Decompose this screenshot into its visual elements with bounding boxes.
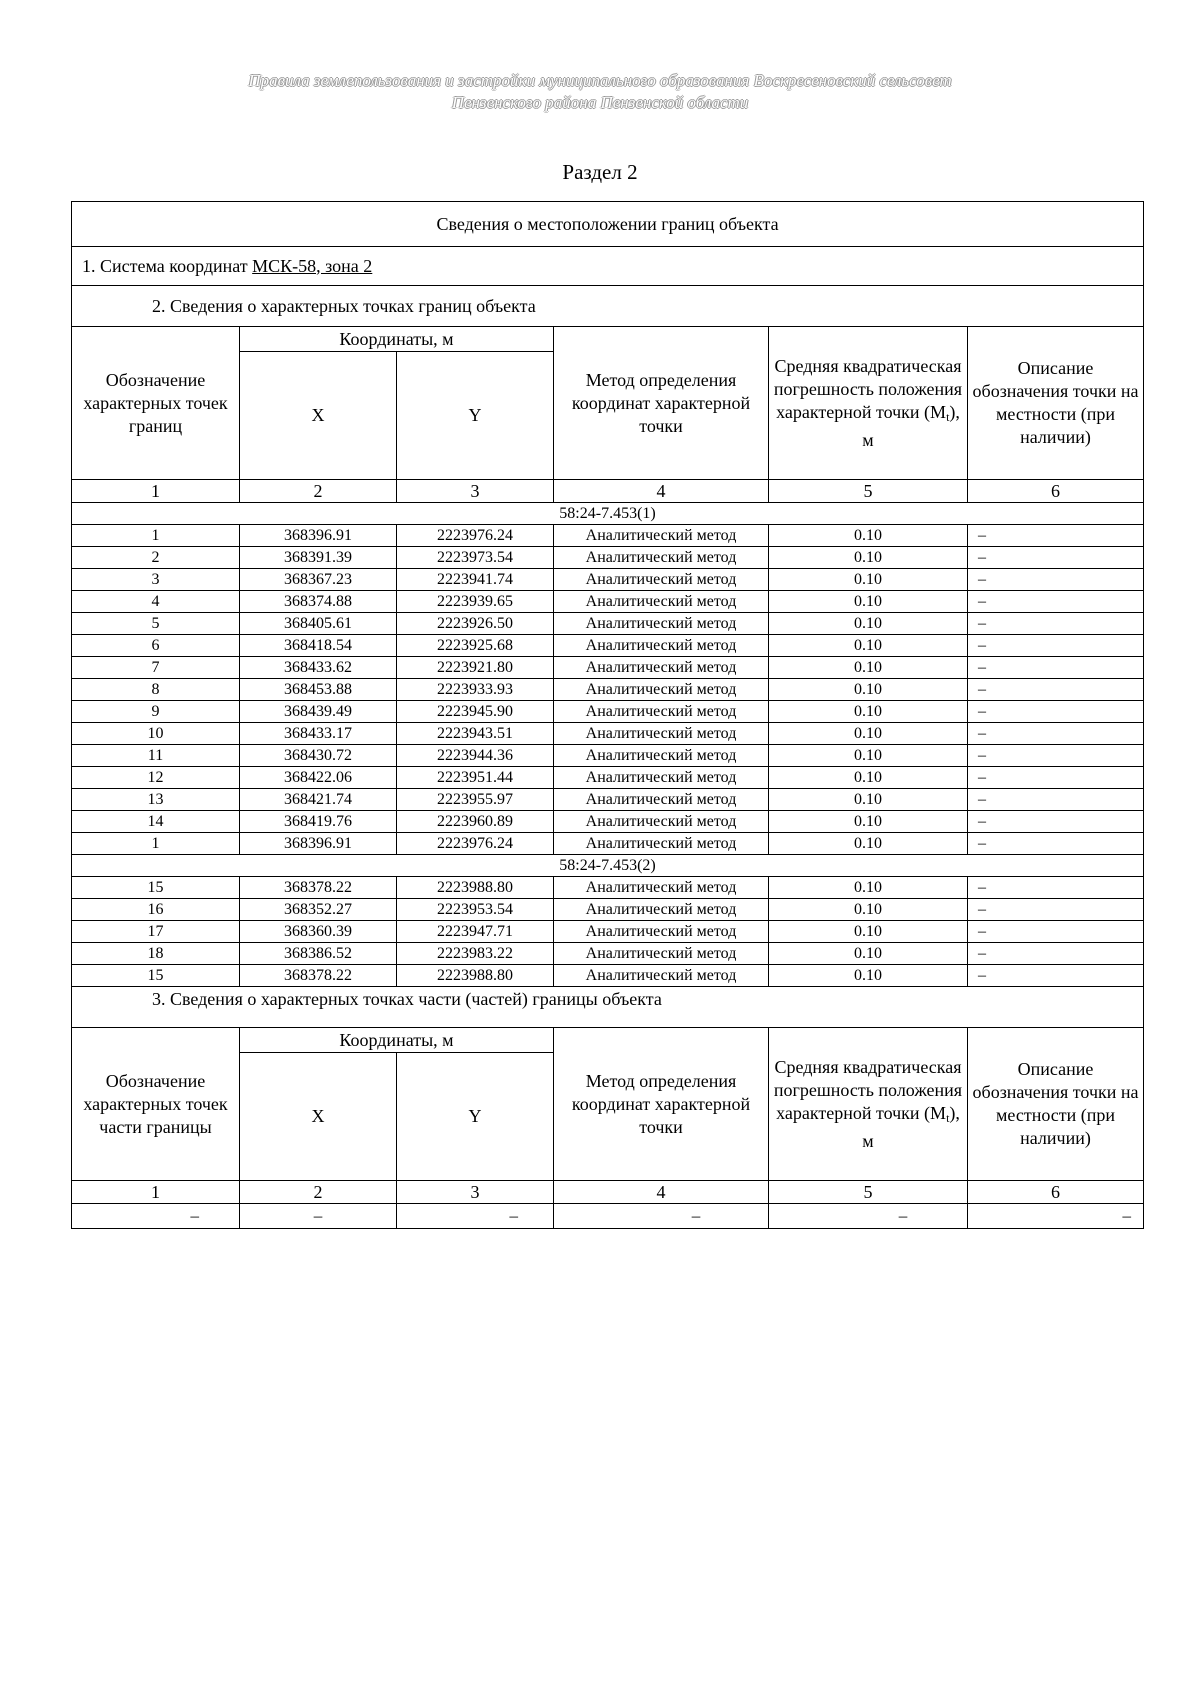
col-number-3: 3 bbox=[397, 480, 554, 503]
header3-description: Описание обозначения точки на местности (при наличии) bbox=[968, 1028, 1144, 1181]
cell-x: 368430.72 bbox=[240, 745, 397, 767]
cell-point: 7 bbox=[72, 657, 240, 679]
group-name: 58:24-7.453(2) bbox=[72, 855, 1144, 877]
boundary-table-body bbox=[72, 202, 1144, 1229]
empty-cell-1: – bbox=[72, 1204, 240, 1229]
cell-method: Аналитический метод bbox=[554, 613, 769, 635]
table-row bbox=[72, 943, 1144, 965]
table-row bbox=[72, 745, 1144, 767]
cell-method: Аналитический метод bbox=[554, 635, 769, 657]
cell-x: 368374.88 bbox=[240, 591, 397, 613]
header-description: Описание обозначения точки на местности (при наличии) bbox=[968, 327, 1144, 480]
cell-point: 2 bbox=[72, 547, 240, 569]
header-error bbox=[769, 327, 968, 480]
cell-point: 12 bbox=[72, 767, 240, 789]
header3-y: Y bbox=[397, 1053, 554, 1181]
page-header bbox=[0, 70, 1200, 114]
cell-description: – bbox=[968, 767, 1144, 789]
col3-number-4: 4 bbox=[554, 1181, 769, 1204]
cell-error: 0.10 bbox=[769, 591, 968, 613]
cell-point: 9 bbox=[72, 701, 240, 723]
cell-description: – bbox=[968, 921, 1144, 943]
cell-point: 14 bbox=[72, 811, 240, 833]
cell-point: 16 bbox=[72, 899, 240, 921]
table-row bbox=[72, 591, 1144, 613]
table-row bbox=[72, 921, 1144, 943]
cell-point: 8 bbox=[72, 679, 240, 701]
cell-x: 368367.23 bbox=[240, 569, 397, 591]
cell-point: 1 bbox=[72, 525, 240, 547]
cell-error: 0.10 bbox=[769, 877, 968, 899]
table-row bbox=[72, 899, 1144, 921]
group-row bbox=[72, 855, 1144, 877]
cell-y: 2223973.54 bbox=[397, 547, 554, 569]
cell-point: 5 bbox=[72, 613, 240, 635]
cell-description: – bbox=[968, 547, 1144, 569]
cell-error: 0.10 bbox=[769, 833, 968, 855]
table-row bbox=[72, 701, 1144, 723]
cell-point: 1 bbox=[72, 833, 240, 855]
cell-y: 2223925.68 bbox=[397, 635, 554, 657]
table-row bbox=[72, 877, 1144, 899]
cell-y: 2223939.65 bbox=[397, 591, 554, 613]
header-designation: Обозначение характерных точек границ bbox=[72, 327, 240, 480]
cell-x: 368396.91 bbox=[240, 525, 397, 547]
cell-error: 0.10 bbox=[769, 767, 968, 789]
cell-method: Аналитический метод bbox=[554, 679, 769, 701]
cell-error: 0.10 bbox=[769, 547, 968, 569]
cell-description: – bbox=[968, 833, 1144, 855]
empty-cell-5: – bbox=[769, 1204, 968, 1229]
cell-x: 368360.39 bbox=[240, 921, 397, 943]
cell-description: – bbox=[968, 745, 1144, 767]
coord-system-value: МСК-58, зона 2 bbox=[252, 255, 373, 276]
cell-description: – bbox=[968, 679, 1144, 701]
cell-error: 0.10 bbox=[769, 679, 968, 701]
cell-x: 368421.74 bbox=[240, 789, 397, 811]
cell-error: 0.10 bbox=[769, 811, 968, 833]
cell-error: 0.10 bbox=[769, 789, 968, 811]
cell-y: 2223921.80 bbox=[397, 657, 554, 679]
cell-x: 368378.22 bbox=[240, 965, 397, 987]
cell-x: 368396.91 bbox=[240, 833, 397, 855]
cell-method: Аналитический метод bbox=[554, 965, 769, 987]
cell-description: – bbox=[968, 613, 1144, 635]
cell-point: 6 bbox=[72, 635, 240, 657]
cell-description: – bbox=[968, 525, 1144, 547]
section-3-title: 3. Сведения о характерных точках части (частей) границы объекта bbox=[72, 987, 1144, 1028]
table-title: Сведения о местоположении границ объекта bbox=[72, 202, 1144, 247]
table-row bbox=[72, 635, 1144, 657]
cell-method: Аналитический метод bbox=[554, 745, 769, 767]
cell-y: 2223933.93 bbox=[397, 679, 554, 701]
cell-point: 10 bbox=[72, 723, 240, 745]
cell-error: 0.10 bbox=[769, 613, 968, 635]
column-numbers bbox=[72, 480, 1144, 503]
cell-y: 2223976.24 bbox=[397, 525, 554, 547]
cell-x: 368386.52 bbox=[240, 943, 397, 965]
cell-description: – bbox=[968, 657, 1144, 679]
cell-point: 3 bbox=[72, 569, 240, 591]
cell-point: 15 bbox=[72, 965, 240, 987]
section-title: Раздел 2 bbox=[562, 160, 638, 184]
cell-error: 0.10 bbox=[769, 745, 968, 767]
col3-number-6: 6 bbox=[968, 1181, 1144, 1204]
cell-description: – bbox=[968, 899, 1144, 921]
table-row bbox=[72, 767, 1144, 789]
cell-point: 11 bbox=[72, 745, 240, 767]
cell-method: Аналитический метод bbox=[554, 569, 769, 591]
cell-description: – bbox=[968, 943, 1144, 965]
empty-row bbox=[72, 1204, 1144, 1229]
cell-error: 0.10 bbox=[769, 701, 968, 723]
group-row bbox=[72, 503, 1144, 525]
cell-point: 13 bbox=[72, 789, 240, 811]
header-line-1: Правила землепользования и застройки муниципального образования Воскресеновский сельсовет bbox=[248, 71, 952, 90]
cell-description: – bbox=[968, 965, 1144, 987]
cell-y: 2223926.50 bbox=[397, 613, 554, 635]
cell-x: 368422.06 bbox=[240, 767, 397, 789]
cell-method: Аналитический метод bbox=[554, 943, 769, 965]
cell-x: 368433.17 bbox=[240, 723, 397, 745]
cell-method: Аналитический метод bbox=[554, 657, 769, 679]
column-numbers-3 bbox=[72, 1181, 1144, 1204]
header3-coords: Координаты, м bbox=[240, 1028, 554, 1053]
cell-x: 368453.88 bbox=[240, 679, 397, 701]
cell-method: Аналитический метод bbox=[554, 767, 769, 789]
cell-y: 2223951.44 bbox=[397, 767, 554, 789]
cell-x: 368439.49 bbox=[240, 701, 397, 723]
table-row bbox=[72, 569, 1144, 591]
cell-error: 0.10 bbox=[769, 943, 968, 965]
cell-y: 2223943.51 bbox=[397, 723, 554, 745]
cell-y: 2223945.90 bbox=[397, 701, 554, 723]
cell-y: 2223988.80 bbox=[397, 965, 554, 987]
cell-y: 2223947.71 bbox=[397, 921, 554, 943]
cell-method: Аналитический метод bbox=[554, 701, 769, 723]
cell-y: 2223983.22 bbox=[397, 943, 554, 965]
cell-y: 2223988.80 bbox=[397, 877, 554, 899]
cell-point: 15 bbox=[72, 877, 240, 899]
col3-number-2: 2 bbox=[240, 1181, 397, 1204]
empty-cell-4: – bbox=[554, 1204, 769, 1229]
cell-x: 368433.62 bbox=[240, 657, 397, 679]
cell-method: Аналитический метод bbox=[554, 877, 769, 899]
section-2-title: 2. Сведения о характерных точках границ объекта bbox=[72, 286, 1144, 327]
header3-x: X bbox=[240, 1053, 397, 1181]
cell-y: 2223941.74 bbox=[397, 569, 554, 591]
cell-method: Аналитический метод bbox=[554, 547, 769, 569]
cell-error: 0.10 bbox=[769, 899, 968, 921]
cell-point: 4 bbox=[72, 591, 240, 613]
header-method: Метод определения координат характерной точки bbox=[554, 327, 769, 480]
cell-description: – bbox=[968, 877, 1144, 899]
cell-error: 0.10 bbox=[769, 657, 968, 679]
cell-description: – bbox=[968, 723, 1144, 745]
header-y: Y bbox=[397, 352, 554, 480]
header3-designation: Обозначение характерных точек части границы bbox=[72, 1028, 240, 1181]
empty-cell-6: – bbox=[968, 1204, 1144, 1229]
cell-y: 2223944.36 bbox=[397, 745, 554, 767]
table-row bbox=[72, 965, 1144, 987]
table-row bbox=[72, 525, 1144, 547]
table-row bbox=[72, 833, 1144, 855]
col3-number-1: 1 bbox=[72, 1181, 240, 1204]
header3-error-text: Средняя квадратическая погрешность положения характерной точки (M bbox=[773, 1056, 963, 1123]
cell-description: – bbox=[968, 789, 1144, 811]
empty-cell-3: – bbox=[397, 1204, 554, 1229]
cell-method: Аналитический метод bbox=[554, 833, 769, 855]
cell-method: Аналитический метод bbox=[554, 525, 769, 547]
cell-y: 2223953.54 bbox=[397, 899, 554, 921]
header-error-tail: ), м bbox=[862, 401, 960, 450]
header-line-2: Пензенского района Пензенской области bbox=[451, 93, 749, 112]
cell-method: Аналитический метод bbox=[554, 591, 769, 613]
cell-error: 0.10 bbox=[769, 525, 968, 547]
boundary-table bbox=[71, 201, 1144, 1229]
empty-cell-2: – bbox=[240, 1204, 397, 1229]
coord-system-label: 1. Система координат bbox=[82, 255, 253, 276]
col-number-2: 2 bbox=[240, 480, 397, 503]
cell-point: 18 bbox=[72, 943, 240, 965]
cell-description: – bbox=[968, 569, 1144, 591]
header-error-sub: t bbox=[946, 409, 950, 424]
cell-error: 0.10 bbox=[769, 921, 968, 943]
table-row bbox=[72, 679, 1144, 701]
col-number-5: 5 bbox=[769, 480, 968, 503]
header-coords: Координаты, м bbox=[240, 327, 554, 352]
cell-error: 0.10 bbox=[769, 723, 968, 745]
table-row bbox=[72, 657, 1144, 679]
header-x: X bbox=[240, 352, 397, 480]
table-row bbox=[72, 811, 1144, 833]
table-row bbox=[72, 613, 1144, 635]
cell-error: 0.10 bbox=[769, 635, 968, 657]
cell-error: 0.10 bbox=[769, 965, 968, 987]
cell-x: 368391.39 bbox=[240, 547, 397, 569]
cell-point: 17 bbox=[72, 921, 240, 943]
group-name: 58:24-7.453(1) bbox=[72, 503, 1144, 525]
cell-y: 2223976.24 bbox=[397, 833, 554, 855]
cell-description: – bbox=[968, 591, 1144, 613]
cell-method: Аналитический метод bbox=[554, 921, 769, 943]
cell-x: 368378.22 bbox=[240, 877, 397, 899]
header-error-text: Средняя квадратическая погрешность положения характерной точки (M bbox=[773, 355, 963, 422]
cell-method: Аналитический метод bbox=[554, 723, 769, 745]
cell-y: 2223960.89 bbox=[397, 811, 554, 833]
table-row bbox=[72, 547, 1144, 569]
cell-x: 368405.61 bbox=[240, 613, 397, 635]
cell-description: – bbox=[968, 811, 1144, 833]
cell-y: 2223955.97 bbox=[397, 789, 554, 811]
table-row bbox=[72, 723, 1144, 745]
col-number-6: 6 bbox=[968, 480, 1144, 503]
table-row bbox=[72, 789, 1144, 811]
cell-description: – bbox=[968, 635, 1144, 657]
header3-method: Метод определения координат характерной точки bbox=[554, 1028, 769, 1181]
cell-method: Аналитический метод bbox=[554, 811, 769, 833]
col3-number-3: 3 bbox=[397, 1181, 554, 1204]
cell-method: Аналитический метод bbox=[554, 789, 769, 811]
cell-x: 368352.27 bbox=[240, 899, 397, 921]
cell-x: 368419.76 bbox=[240, 811, 397, 833]
cell-x: 368418.54 bbox=[240, 635, 397, 657]
col-number-1: 1 bbox=[72, 480, 240, 503]
col-number-4: 4 bbox=[554, 480, 769, 503]
coord-system-row bbox=[72, 247, 1144, 286]
header3-error-tail: ), м bbox=[862, 1102, 960, 1151]
header3-error-sub: t bbox=[946, 1110, 950, 1125]
col3-number-5: 5 bbox=[769, 1181, 968, 1204]
cell-description: – bbox=[968, 701, 1144, 723]
header3-error bbox=[769, 1028, 968, 1181]
cell-method: Аналитический метод bbox=[554, 899, 769, 921]
cell-error: 0.10 bbox=[769, 569, 968, 591]
